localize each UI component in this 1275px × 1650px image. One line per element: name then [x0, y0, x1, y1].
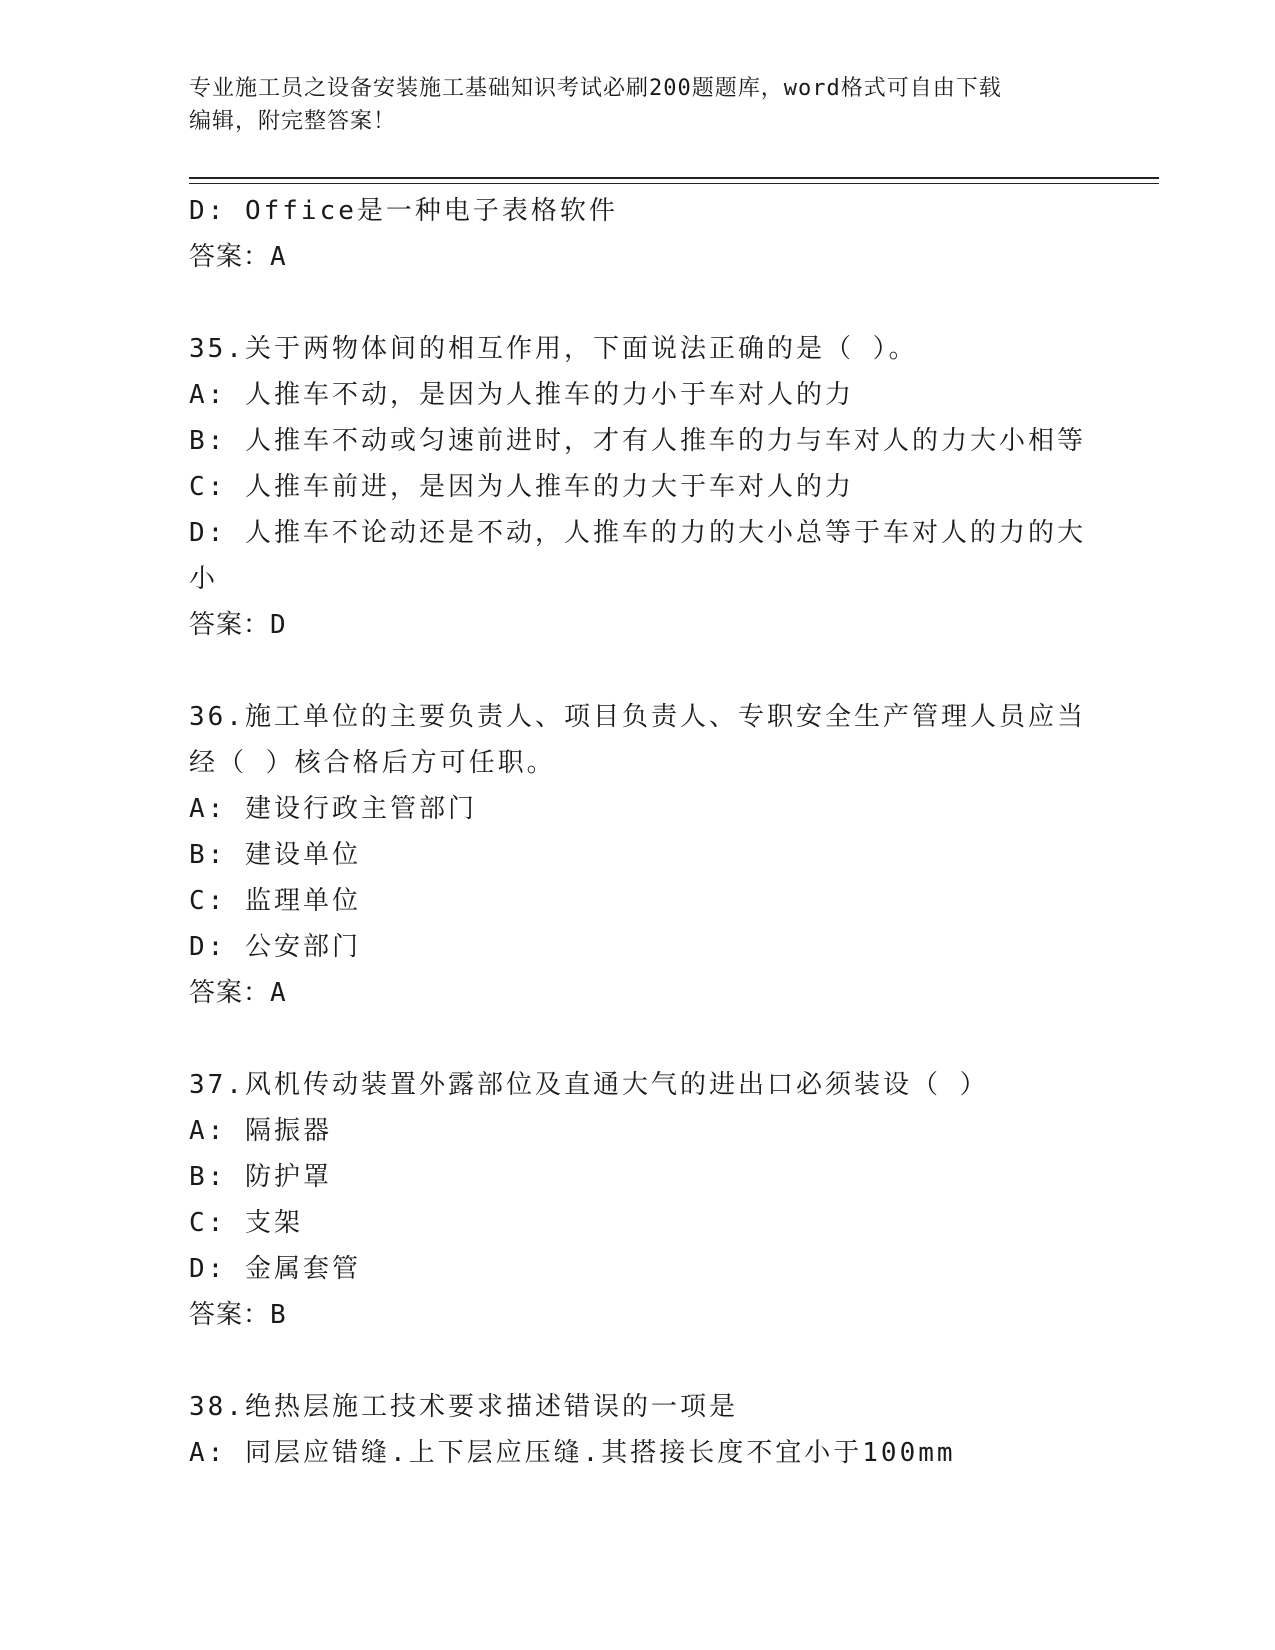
question-stem: 38.绝热层施工技术要求描述错误的一项是: [189, 1392, 738, 1422]
option-a: A: 同层应错缝.上下层应压缝.其搭接长度不宜小于100mm: [189, 1438, 956, 1468]
option-d: D: Office是一种电子表格软件: [189, 196, 618, 226]
option-a: A: 建设行政主管部门: [189, 794, 477, 824]
option-b: B: 人推车不动或匀速前进时，才有人推车的力与车对人的力大小相等: [189, 426, 1086, 456]
question-38: [189, 1384, 1089, 1476]
question-34-tail: [189, 188, 1089, 280]
question-36: [189, 694, 1089, 1016]
question-stem: 37.风机传动装置外露部位及直通大气的进出口必须装设（ ）: [189, 1070, 989, 1100]
option-d: D: 金属套管: [189, 1254, 361, 1284]
answer-line: 答案：A: [189, 978, 287, 1008]
option-c: C: 监理单位: [189, 886, 361, 916]
question-list: [189, 188, 1089, 1476]
header-title-line-2: 编辑，附完整答案！: [189, 109, 397, 134]
spacer: [189, 280, 1089, 326]
header-divider-thick: [189, 177, 1159, 179]
spacer: [189, 1016, 1089, 1062]
question-stem: 35.关于两物体间的相互作用，下面说法正确的是（ ）。: [189, 334, 918, 364]
document-header: [189, 72, 1089, 138]
spacer: [189, 1338, 1089, 1384]
option-d-continued: 小: [189, 564, 219, 594]
header-title-line-1: 专业施工员之设备安装施工基础知识考试必刷200题题库，word格式可自由下载: [189, 76, 1002, 101]
option-c: C: 支架: [189, 1208, 303, 1238]
spacer: [189, 648, 1089, 694]
option-c: C: 人推车前进，是因为人推车的力大于车对人的力: [189, 472, 854, 502]
option-a: A: 隔振器: [189, 1116, 332, 1146]
question-stem: 36.施工单位的主要负责人、项目负责人、专职安全生产管理人员应当: [189, 702, 1086, 732]
option-b: B: 建设单位: [189, 840, 361, 870]
option-d: D: 人推车不论动还是不动，人推车的力的大小总等于车对人的力的大: [189, 518, 1086, 548]
answer-line: 答案：B: [189, 1300, 287, 1330]
answer-line: 答案：A: [189, 242, 287, 272]
option-d: D: 公安部门: [189, 932, 361, 962]
question-37: [189, 1062, 1089, 1338]
question-35: [189, 326, 1089, 648]
answer-line: 答案：D: [189, 610, 287, 640]
question-stem-continued: 经（ ）核合格后方可任职。: [189, 748, 556, 778]
option-b: B: 防护罩: [189, 1162, 332, 1192]
option-a: A: 人推车不动，是因为人推车的力小于车对人的力: [189, 380, 854, 410]
header-divider-thin: [189, 183, 1159, 184]
